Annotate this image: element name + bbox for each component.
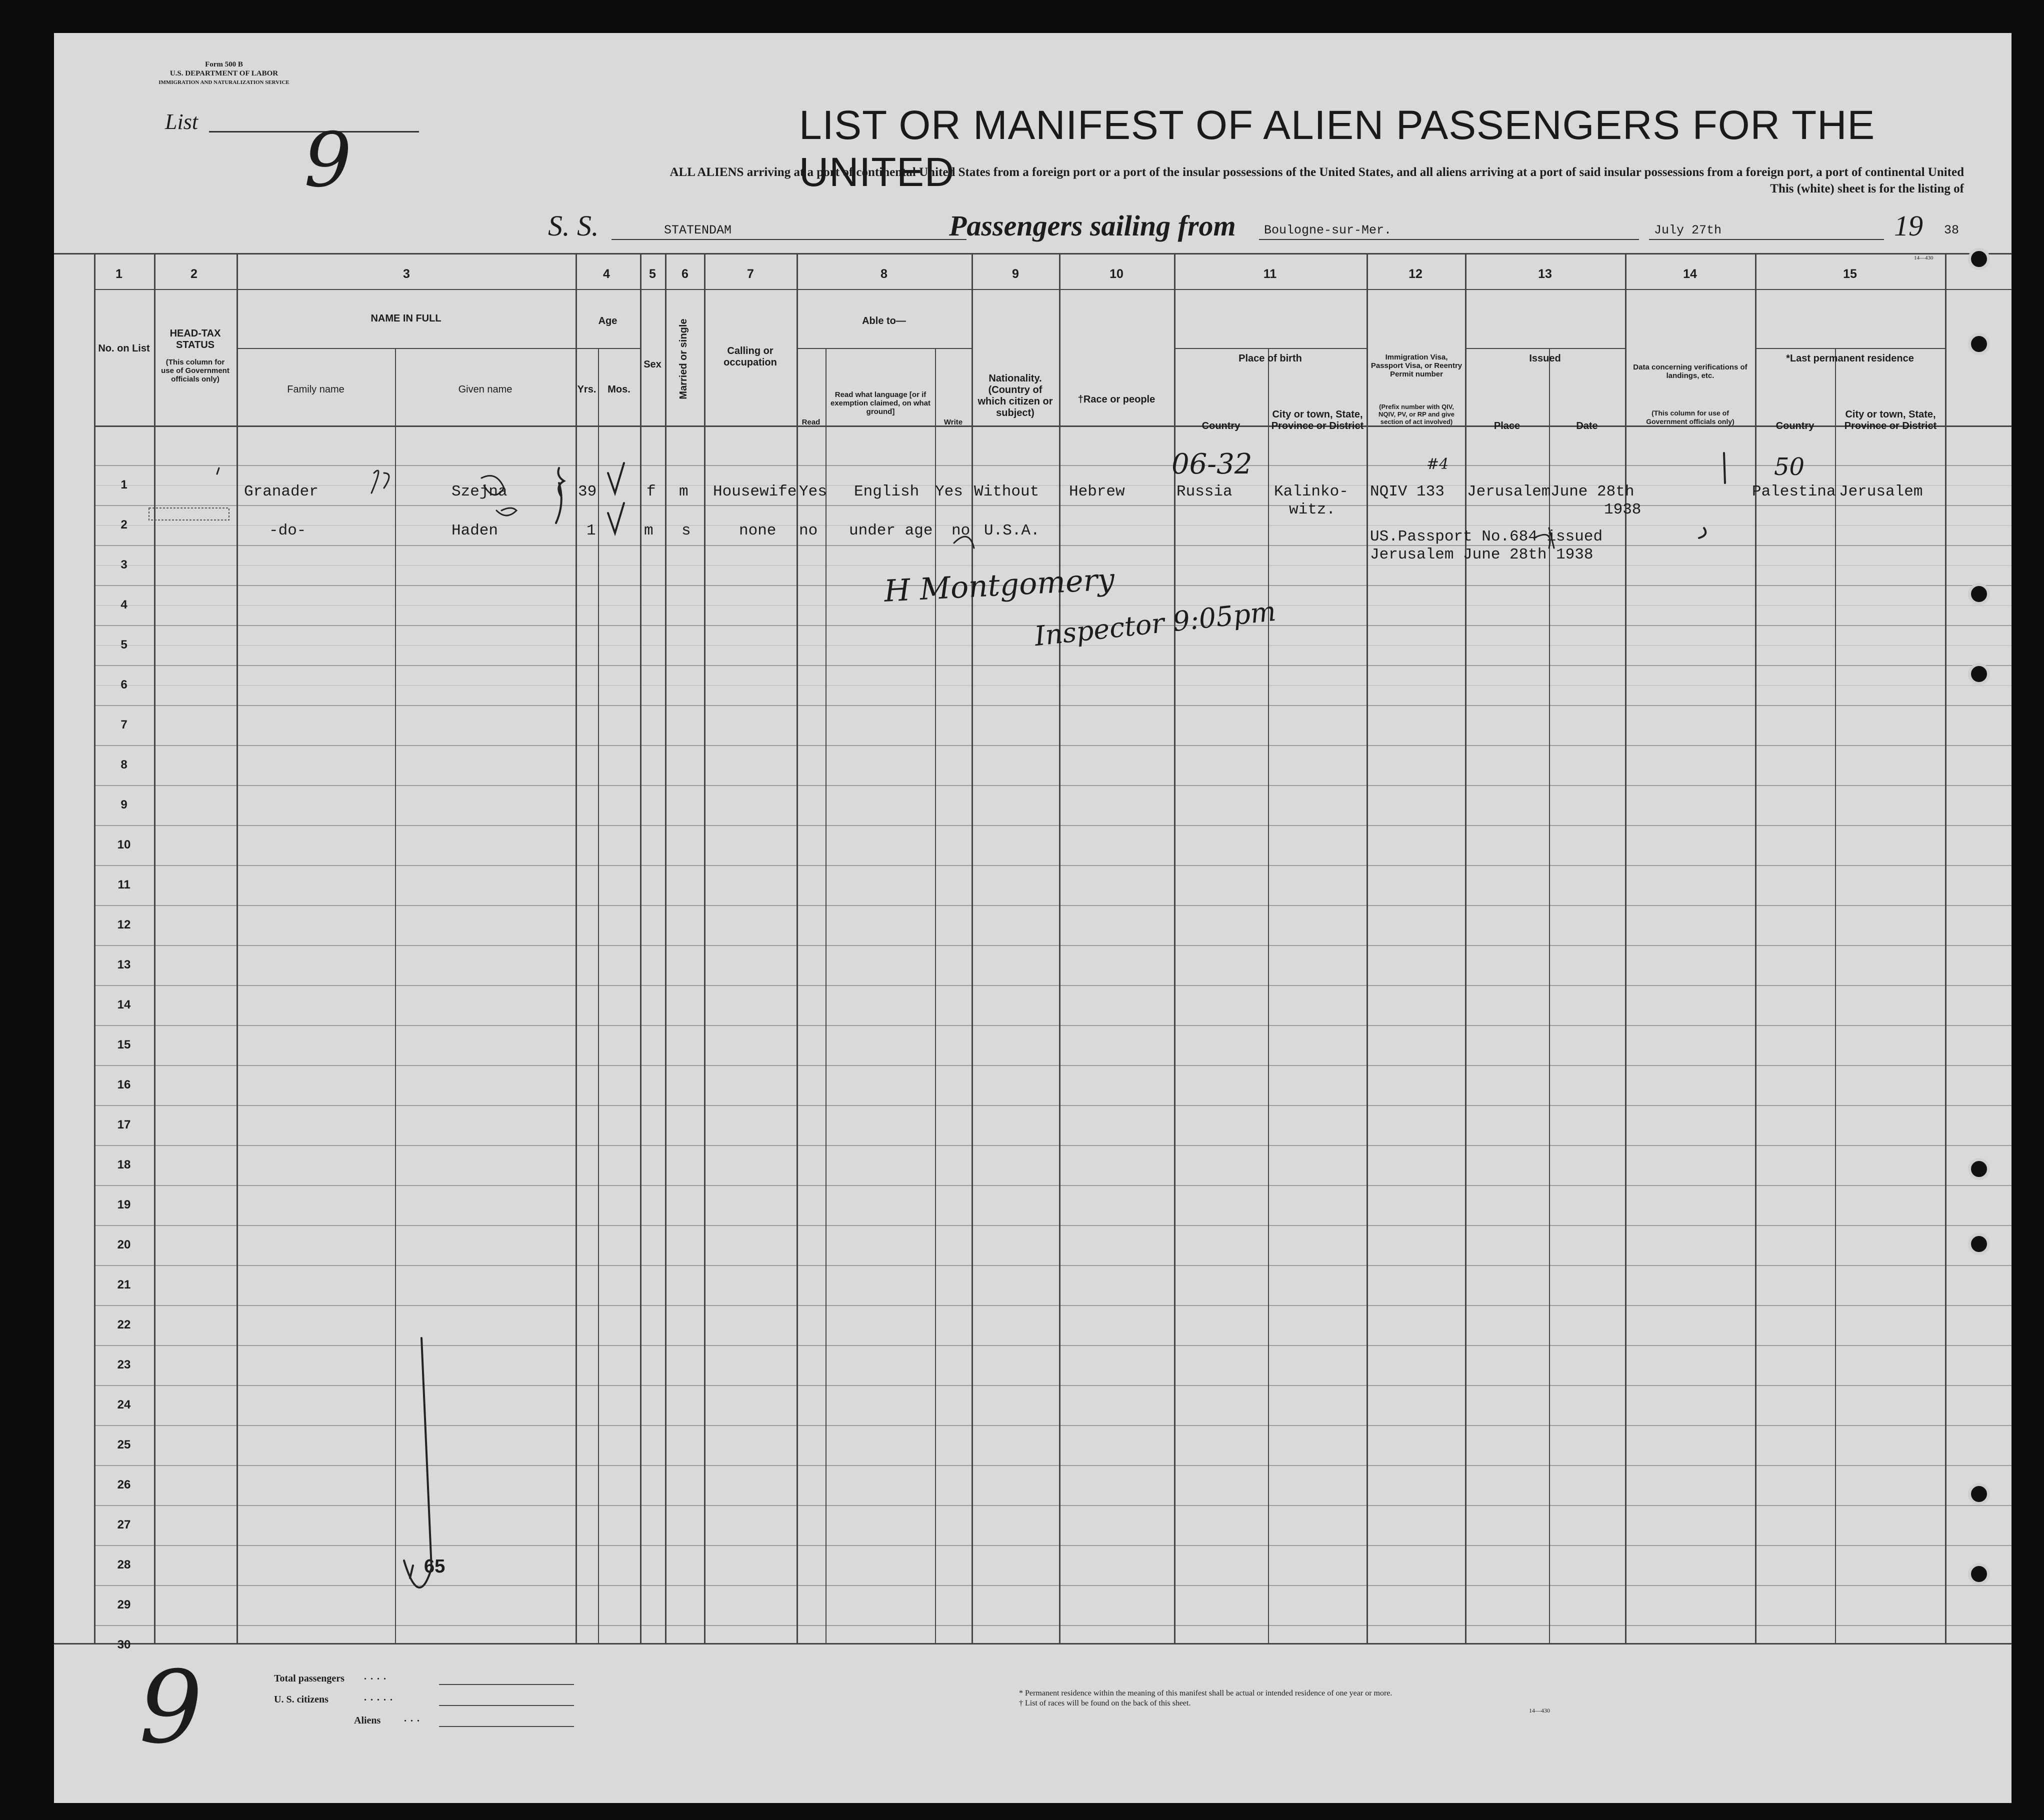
p1-yrs: 39 [578,483,597,500]
binder-hole [1968,1483,1990,1505]
p1-lr-country: Palestina [1752,483,1836,500]
hdr-issued: Issued [1529,353,1561,364]
ss-label: S. S. [548,210,599,242]
row-number: 20 [117,1238,131,1252]
row-number: 15 [117,1038,131,1052]
hdr-read: Read [802,418,820,426]
p1-write: Yes [935,483,963,500]
manifest-sheet [54,33,2012,1803]
row-number: 6 [120,678,128,692]
p2-given: Haden [452,522,498,540]
colnum-10: 10 [1110,267,1124,281]
p1-occupation: Housewife [713,483,797,500]
footer-total-label: Total passengers [274,1673,344,1684]
p2-yrs: 1 [586,522,596,540]
hdr-calling: Calling or occupation [724,346,777,368]
row-number: 27 [117,1518,131,1532]
subtitle-line-2: This (white) sheet is for the listing of [1770,182,1964,196]
hdr-no-on-list: No. on List [98,343,150,354]
sailing-port: Boulogne-sur-Mer. [1264,223,1392,238]
hdr-birth-city: City or town, State, Province or District [1271,409,1364,432]
hdr-mos: Mos. [608,384,630,395]
hdr-place-of-birth: Place of birth [1238,353,1302,364]
hdr-family-name: Family name [287,384,344,395]
row-number: 11 [118,878,130,892]
hdr-birth-country: Country [1202,420,1240,432]
hdr-read-language: Read what language [or if exemption claimed, on what ground] [830,390,931,416]
year-suffix: 38 [1944,223,1960,238]
hdr-race: †Race or people [1078,394,1156,405]
hdr-able-to: Able to— [862,316,906,326]
footer-citizens-label: U. S. citizens [274,1694,328,1705]
row-number: 22 [117,1318,131,1332]
colnum-14: 14 [1683,267,1697,281]
p1-read: Yes [799,483,827,500]
manifest-title: LIST OR MANIFEST OF ALIEN PASSENGERS FOR THE UNITED [799,102,1876,195]
pen-marks [54,33,2012,1803]
handwritten-signature: H Montgomery [883,562,1116,610]
row-number: 18 [117,1158,131,1172]
p2-occupation: none [739,522,776,540]
p1-race: Hebrew [1069,483,1125,500]
row-number: 28 [117,1558,131,1572]
hdr-data-concerning: Data concerning verifications of landings, etc. [1633,363,1748,380]
p1-family: Granader [244,483,318,500]
year-prefix: 19 [1894,210,1923,242]
footer-dots-1: .... [364,1671,390,1682]
row-number: 24 [117,1398,131,1412]
row-number: 13 [117,958,131,972]
handwritten-inspector: Inspector 9:05pm [1033,595,1278,652]
passport-note-1: US.Passport No.684 issued [1370,528,1603,546]
colnum-2: 2 [190,267,198,281]
hdr-visa-note: (Prefix number with QIV, NQIV, PV, or RP and give section of act involved) [1378,403,1454,426]
row-number: 8 [120,758,128,772]
p1-birth-country: Russia [1176,483,1232,500]
ship-name: STATENDAM [664,223,732,238]
colnum-5: 5 [649,267,656,281]
colnum-12: 12 [1408,267,1422,281]
p2-issued-date: 1938 [1604,501,1642,518]
row-number: 26 [117,1478,131,1492]
colnum-7: 7 [747,267,754,281]
binder-hole [1968,333,1990,355]
hdr-data-note: (This column for use of Government officials only) [1646,409,1734,426]
list-number: 9 [304,117,352,204]
corner-code: 14—430 [1914,255,1934,261]
hdr-issued-place: Place [1494,420,1520,432]
row-number: 14 [117,998,131,1012]
hdr-name-in-full: NAME IN FULL [370,313,442,324]
colnum-13: 13 [1538,267,1552,281]
handwritten-list-number: 9 [139,1650,203,1766]
p1-issued-date: June 28th [1550,483,1634,500]
row-number: 25 [117,1438,131,1452]
footer-line-3 [439,1726,574,1727]
colnum-11: 11 [1263,267,1277,281]
p1-lr-city: Jerusalem [1839,483,1923,500]
footer-note-1: * Permanent residence within the meaning of this manifest shall be actual or intended residence of one year or more. [1019,1689,1392,1698]
colnum-3: 3 [403,267,410,281]
colnum-8: 8 [880,267,888,281]
hdr-last-residence: *Last permanent residence [1786,353,1914,364]
row-number: 4 [120,598,128,612]
footer-dots-2: ..... [364,1692,396,1703]
p2-language: under age [849,522,933,540]
row-number: 21 [117,1278,131,1292]
footer-dots-3: ... [404,1713,424,1724]
p1-nationality: Without [974,483,1040,500]
colnum-4: 4 [603,267,610,281]
handwritten-lr-code: 50 [1774,453,1805,481]
handwritten-visa-mark: #4 [1426,456,1449,473]
binder-hole [1968,1233,1990,1255]
row-number: 16 [117,1078,131,1092]
footer-aliens-label: Aliens [354,1715,381,1726]
row-number: 3 [120,558,128,572]
footer-code: 14—430 [1529,1707,1550,1714]
row-number: 12 [117,918,131,932]
row-number: 10 [117,838,131,852]
hdr-age: Age [598,316,618,326]
tally-number: 65 [424,1556,446,1577]
footer-line-2 [439,1705,574,1706]
colnum-6: 6 [682,267,688,281]
p1-sex: f [646,483,656,500]
binder-hole [1968,248,1990,270]
footer-note-2: † List of races will be found on the back of this sheet. [1019,1699,1191,1708]
p1-language: English [854,483,920,500]
colnum-1: 1 [116,267,122,281]
p2-birth-city: witz. [1289,501,1336,518]
p2-family: -do- [269,522,306,540]
binder-hole [1968,663,1990,685]
hdr-yrs: Yrs. [577,384,596,395]
binder-hole [1968,1563,1990,1585]
sailing-date: July 27th [1654,223,1722,238]
p2-married: s [682,522,691,540]
form-number: Form 500 B [205,60,243,68]
hdr-lr-city: City or town, State, Province or District [1844,409,1937,432]
footer-line-1 [439,1684,574,1685]
row-number: 1 [120,478,128,492]
hdr-visa: Immigration Visa, Passport Visa, or Reentry Permit number [1370,353,1462,378]
p2-read: no [799,522,818,540]
hdr-given-name: Given name [458,384,512,395]
p1-birth-city: Kalinko- [1274,483,1348,500]
hdr-married: Married or single [678,318,689,400]
binder-hole [1968,583,1990,605]
department: U.S. DEPARTMENT OF LABOR [170,70,278,78]
p2-nationality: U.S.A. [984,522,1040,540]
service: IMMIGRATION AND NATURALIZATION SERVICE [158,80,290,86]
row-number: 29 [117,1598,131,1612]
list-label: List [165,110,198,134]
p2-write: no [952,522,970,540]
sailing-label: Passengers sailing from [949,210,1236,242]
hdr-head-tax: HEAD-TAX STATUS [170,328,221,350]
hdr-head-tax-note: (This column for use of Government officials only) [161,358,230,384]
row-number: 9 [120,798,128,812]
row-number: 30 [117,1638,131,1652]
p2-sex: m [644,522,654,540]
hdr-lr-country: Country [1776,420,1814,432]
row-number: 17 [117,1118,131,1132]
handwritten-code: 06-32 [1172,448,1252,480]
row-number: 5 [120,638,128,652]
binder-hole [1968,1158,1990,1180]
p1-visa: NQIV 133 [1370,483,1444,500]
p1-issued-place: Jerusalem [1467,483,1551,500]
hdr-sex: Sex [644,359,662,370]
colnum-9: 9 [1012,267,1019,281]
p1-married: m [679,483,688,500]
row-number: 19 [117,1198,131,1212]
p1-given: Szejna [452,483,508,500]
row-number: 23 [117,1358,131,1372]
colnum-15: 15 [1843,267,1857,281]
hdr-nationality: Nationality. (Country of which citizen or subject) [978,373,1053,418]
hdr-write: Write [944,418,963,426]
hdr-issued-date: Date [1576,420,1598,432]
row-number: 7 [120,718,128,732]
subtitle-line-1: ALL ALIENS arriving at a port of continental United States from a foreign port or a port of the insular possessions of the United States, and all aliens arriving at a port of said insular possessions from a foreign port, a port of continental United [670,166,1964,179]
row-number: 2 [120,518,128,532]
passport-note-2: Jerusalem June 28th 1938 [1370,546,1594,564]
